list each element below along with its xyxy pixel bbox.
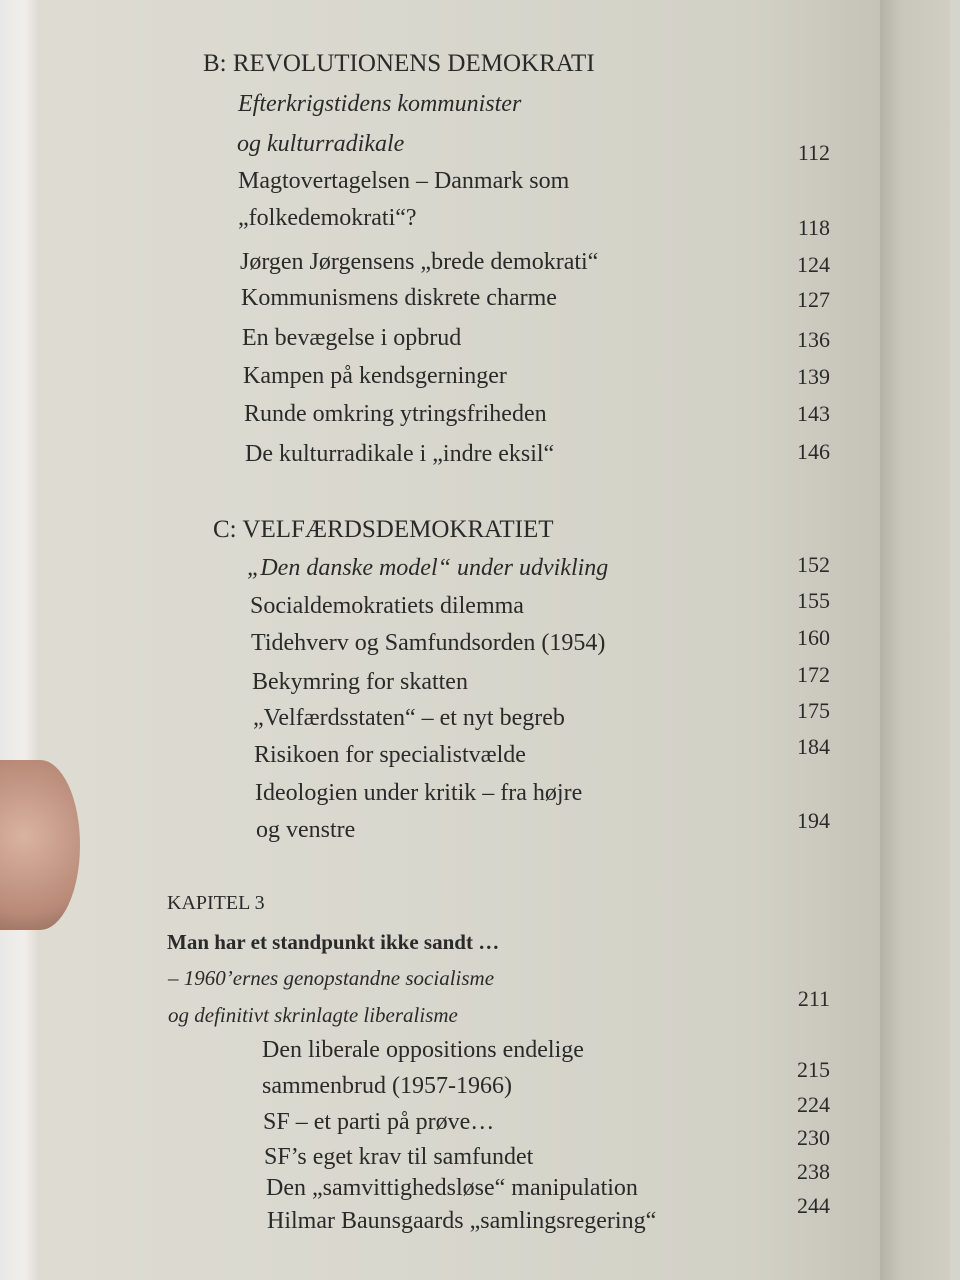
section-heading: C: VELFÆRDSDEMOKRATIET xyxy=(213,516,554,543)
page-number: 175 xyxy=(797,698,830,723)
page-number: 184 xyxy=(797,734,830,759)
finger xyxy=(0,760,80,930)
page-number: 230 xyxy=(797,1125,830,1150)
toc-entry-line: En bevægelse i opbrud xyxy=(242,325,462,351)
toc-entry-line: „Den danske model“ under udvikling xyxy=(247,555,609,581)
toc-entry-line: „Velfærdsstaten“ – et nyt begreb xyxy=(253,705,565,731)
toc-entry-line: De kulturradikale i „indre eksil“ xyxy=(245,441,555,467)
chapter-subtitle-line: og definitivt skrinlagte liberalisme xyxy=(168,1003,458,1027)
toc-entry-line: Magtovertagelsen – Danmark som xyxy=(238,168,570,194)
page-number: 139 xyxy=(797,364,830,389)
page-shadow xyxy=(880,0,950,1280)
toc-entry-line: Jørgen Jørgensens „brede demokrati“ xyxy=(240,249,599,275)
toc-entry-line: Hilmar Baunsgaards „samlingsregering“ xyxy=(267,1208,657,1234)
chapter-title: Man har et standpunkt ikke sandt … xyxy=(167,930,500,954)
toc-entry-line: Den „samvittighedsløse“ manipulation xyxy=(266,1175,638,1201)
toc-entry-line: Socialdemokratiets dilemma xyxy=(250,593,524,619)
toc-entry-line: Efterkrigstidens kommunister xyxy=(238,91,522,117)
page-number: 112 xyxy=(797,140,830,165)
toc-entry-line: Bekymring for skatten xyxy=(252,669,468,695)
page-number: 155 xyxy=(797,588,830,613)
chapter-subtitle-line: – 1960’ernes genopstandne socialisme xyxy=(168,966,495,990)
page-number: 211 xyxy=(797,986,830,1011)
page-number: 244 xyxy=(797,1193,830,1218)
page-number: 194 xyxy=(797,808,830,833)
toc-entry-line: „folkedemokrati“? xyxy=(238,205,417,231)
toc-entry-line: Risikoen for specialistvælde xyxy=(254,742,526,768)
toc-entry-line: og kulturradikale xyxy=(237,131,405,157)
toc-entry-line: SF’s eget krav til samfundet xyxy=(264,1144,534,1170)
toc-entry-line: SF – et parti på prøve… xyxy=(263,1109,495,1135)
toc-entry-line: Kommunismens diskrete charme xyxy=(241,285,557,311)
page-number: 160 xyxy=(797,625,830,650)
chapter-label: KAPITEL 3 xyxy=(167,892,265,914)
toc-entry-line: og venstre xyxy=(256,817,356,843)
page-number: 215 xyxy=(797,1057,830,1082)
toc-entry-line: Kampen på kendsgerninger xyxy=(243,363,507,389)
page-number: 124 xyxy=(797,252,830,277)
page-stack-edge xyxy=(0,0,40,1280)
toc-entry-line: Tidehverv og Samfundsorden (1954) xyxy=(251,630,606,656)
page-number: 238 xyxy=(797,1159,830,1184)
page-number: 146 xyxy=(797,439,830,464)
toc-entry-line: Den liberale oppositions endelige xyxy=(262,1037,584,1063)
page-number: 127 xyxy=(797,287,830,312)
toc-entry-line: Runde omkring ytringsfriheden xyxy=(244,401,547,427)
toc-entry-line: sammenbrud (1957-1966) xyxy=(262,1073,512,1099)
page-number: 143 xyxy=(797,401,830,426)
page-number: 136 xyxy=(797,327,830,352)
toc-entry-line: Ideologien under kritik – fra højre xyxy=(255,780,583,806)
page-number: 224 xyxy=(797,1092,830,1117)
section-heading: B: REVOLUTIONENS DEMOKRATI xyxy=(203,50,595,77)
page-number: 118 xyxy=(797,215,830,240)
page-number: 172 xyxy=(797,662,830,687)
page-number: 152 xyxy=(797,552,830,577)
